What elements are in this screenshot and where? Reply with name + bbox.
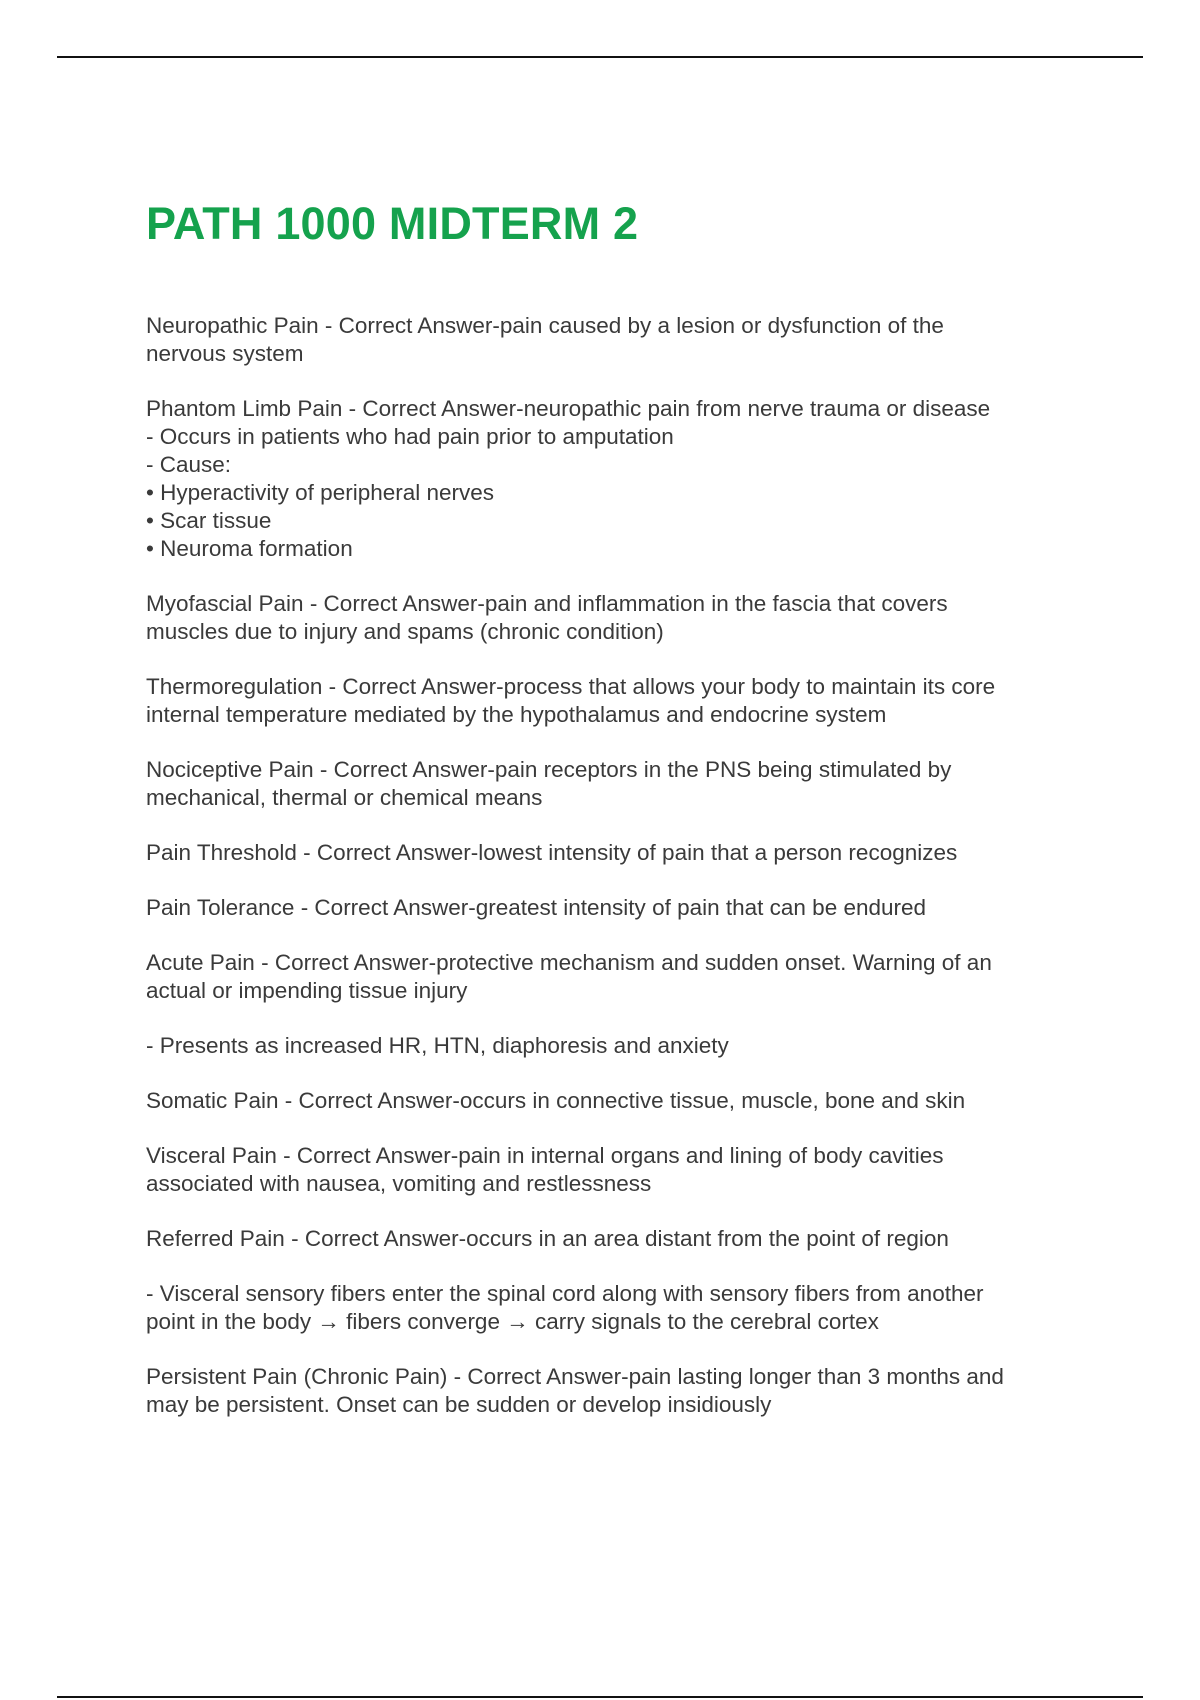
entry-line: muscles due to injury and spams (chronic condition) <box>146 619 664 644</box>
entry-nociceptive-pain <box>146 756 1086 812</box>
entry-phantom-limb-pain <box>146 395 1086 563</box>
page-title: PATH 1000 MIDTERM 2 <box>146 198 639 249</box>
entry-line: Nociceptive Pain - Correct Answer-pain receptors in the PNS being stimulated by <box>146 757 952 782</box>
entry-thermoregulation <box>146 673 1086 729</box>
entry-line: Somatic Pain - Correct Answer-occurs in connective tissue, muscle, bone and skin <box>146 1088 966 1113</box>
entry-persistent-pain <box>146 1363 1086 1419</box>
entry-neuropathic-pain <box>146 312 1086 368</box>
entry-line: Thermoregulation - Correct Answer-process that allows your body to maintain its core <box>146 674 996 699</box>
entry-line: Pain Tolerance - Correct Answer-greatest intensity of pain that can be endured <box>146 895 927 920</box>
entry-line: actual or impending tissue injury <box>146 978 468 1003</box>
entry-line: Persistent Pain (Chronic Pain) - Correct Answer-pain lasting longer than 3 months and <box>146 1364 1004 1389</box>
entry-somatic-pain <box>146 1087 1086 1115</box>
entry-line: Neuropathic Pain - Correct Answer-pain caused by a lesion or dysfunction of the <box>146 313 944 338</box>
entry-line: Acute Pain - Correct Answer-protective mechanism and sudden onset. Warning of an <box>146 950 992 975</box>
entry-visceral-pain <box>146 1142 1086 1198</box>
entry-line: - Visceral sensory fibers enter the spinal cord along with sensory fibers from another <box>146 1281 984 1306</box>
bullet-item: • Hyperactivity of peripheral nerves <box>146 480 495 505</box>
entry-line: Referred Pain - Correct Answer-occurs in an area distant from the point of region <box>146 1226 949 1251</box>
document-body <box>146 312 1086 1446</box>
entry-line: internal temperature mediated by the hypothalamus and endocrine system <box>146 702 887 727</box>
entry-line: mechanical, thermal or chemical means <box>146 785 543 810</box>
entry-pain-threshold <box>146 839 1086 867</box>
entry-myofascial-pain <box>146 590 1086 646</box>
entry-line: nervous system <box>146 341 304 366</box>
entry-acute-pain <box>146 949 1086 1005</box>
entry-line: associated with nausea, vomiting and restlessness <box>146 1171 652 1196</box>
bullet-item: • Neuroma formation <box>146 536 353 561</box>
entry-acute-pain-presentation <box>146 1032 1086 1060</box>
entry-referred-pain <box>146 1225 1086 1253</box>
entry-line: - Presents as increased HR, HTN, diaphoresis and anxiety <box>146 1033 729 1058</box>
header-rule <box>57 56 1143 58</box>
entry-line: Visceral Pain - Correct Answer-pain in internal organs and lining of body cavities <box>146 1143 944 1168</box>
entry-line: point in the body → fibers converge → carry signals to the cerebral cortex <box>146 1309 879 1334</box>
entry-pain-tolerance <box>146 894 1086 922</box>
entry-referred-pain-detail <box>146 1280 1086 1336</box>
entry-line: Pain Threshold - Correct Answer-lowest intensity of pain that a person recognizes <box>146 840 958 865</box>
entry-line: - Cause: <box>146 452 232 477</box>
footer-rule <box>57 1696 1143 1698</box>
bullet-item: • Scar tissue <box>146 508 272 533</box>
entry-line: Phantom Limb Pain - Correct Answer-neuropathic pain from nerve trauma or disease <box>146 396 991 421</box>
entry-line: Myofascial Pain - Correct Answer-pain and inflammation in the fascia that covers <box>146 591 948 616</box>
entry-line: - Occurs in patients who had pain prior to amputation <box>146 424 674 449</box>
entry-line: may be persistent. Onset can be sudden or develop insidiously <box>146 1392 772 1417</box>
